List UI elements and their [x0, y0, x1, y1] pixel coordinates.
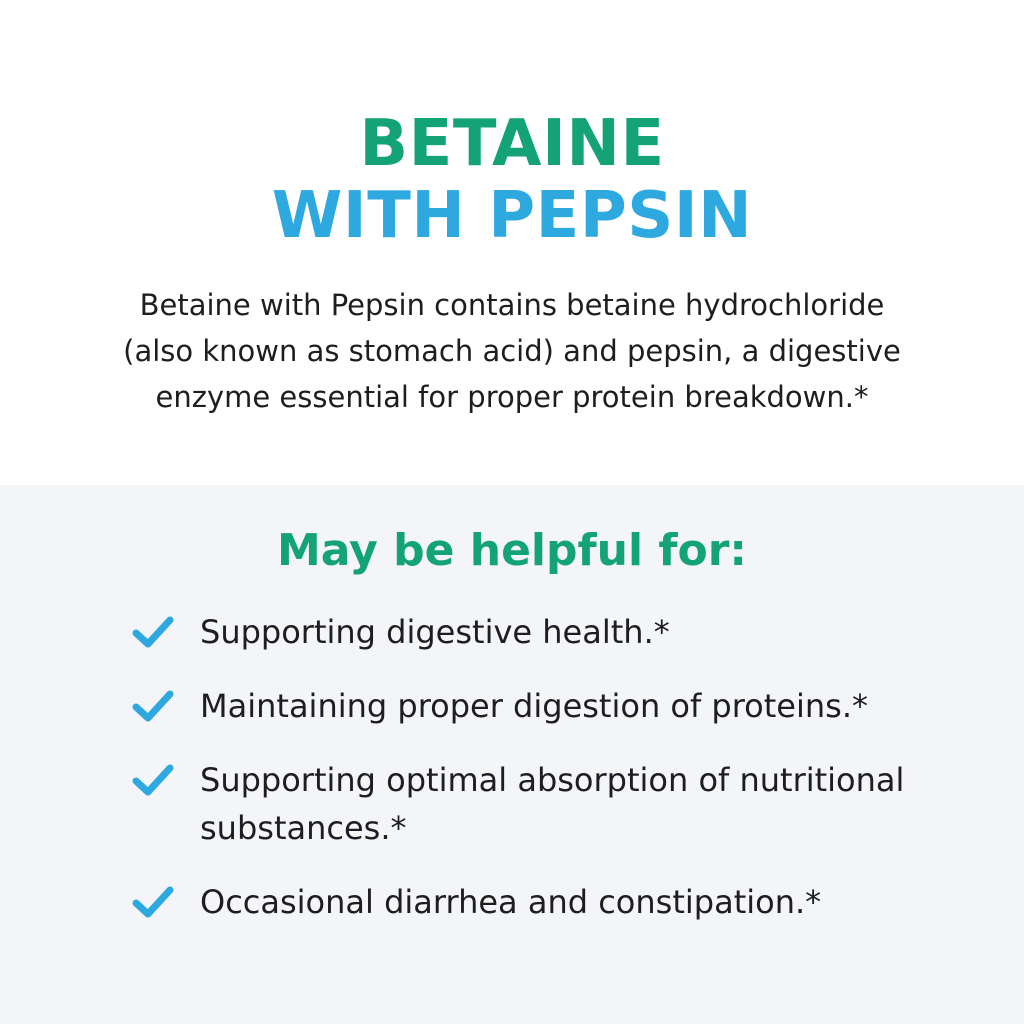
checkmark-icon [130, 688, 176, 724]
checkmark-icon [130, 762, 176, 798]
benefit-text: Maintaining proper digestion of proteins.* [200, 687, 868, 725]
checkmark-icon [130, 884, 176, 920]
benefit-text: Supporting optimal absorption of nutritional substances.* [200, 761, 905, 847]
product-description: Betaine with Pepsin contains betaine hydrochloride (also known as stomach acid) and pepsin, a digestive enzyme essential for proper protein breakdown.* [123, 288, 901, 414]
benefits-heading: May be helpful for: [276, 525, 748, 576]
title-line-1: BETAINE [359, 107, 665, 181]
benefit-text: Supporting digestive health.* [200, 613, 670, 651]
checkmark-icon [130, 614, 176, 650]
benefit-text: Occasional diarrhea and constipation.* [200, 883, 822, 921]
intro-section [0, 0, 1024, 485]
title-line-2: WITH PEPSIN [271, 179, 753, 253]
